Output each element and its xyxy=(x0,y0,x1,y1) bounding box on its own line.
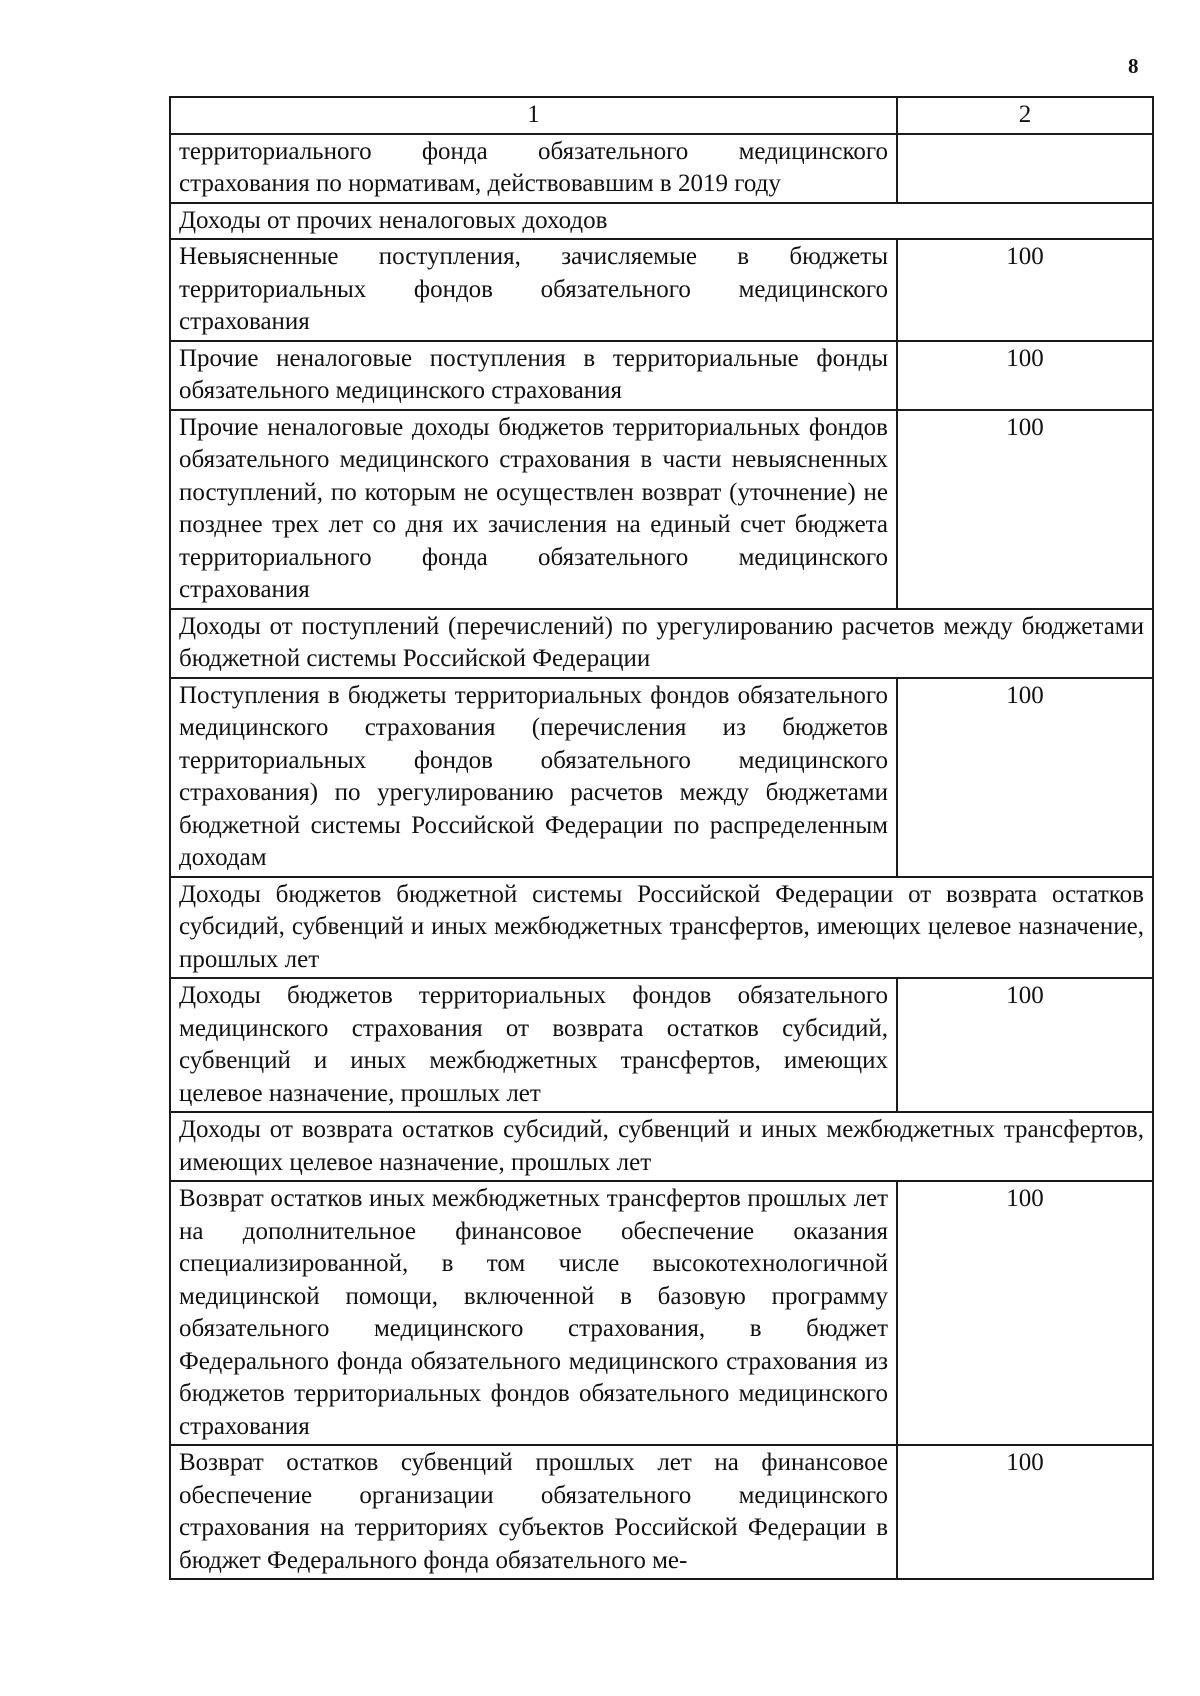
row-value xyxy=(897,134,1153,203)
section-title: Доходы от возврата остатков субсидий, субвенций и иных межбюджетных трансфертов, имеющих целевое назначение, прошлых лет xyxy=(170,1112,1153,1181)
row-text: Возврат остатков иных межбюджетных трансфертов прошлых лет на дополнительное финансовое обеспечение оказания специализированной, в том числе высокотехнологичной медицинской помощи, включенной в базовую программу обязательного медицинского страхования, в бюджет Федерального фонда обязательного медицинского страхования из бюджетов территориальных фондов обязательного медицинского страхования xyxy=(170,1181,897,1445)
row-value: 100 xyxy=(897,1445,1153,1579)
row-value: 100 xyxy=(897,1181,1153,1445)
row-text: Поступления в бюджеты территориальных фондов обязательного медицинского страхования (перечисления из бюджетов территориальных фондов обязательного медицинского страхования) по урегулированию расчетов между бюджетами бюджетной системы Российской Федерации по распределенным доходам xyxy=(170,678,897,877)
row-text: Прочие неналоговые поступления в территориальные фонды обязательного медицинского страхования xyxy=(170,341,897,410)
row-text: Возврат остатков субвенций прошлых лет на финансовое обеспечение организации обязательного медицинского страхования на территориях субъектов Российской Федерации в бюджет Федерального фонда обязательного ме- xyxy=(170,1445,897,1579)
row-value: 100 xyxy=(897,978,1153,1112)
row-text: Доходы бюджетов территориальных фондов обязательного медицинского страхования от возврата остатков субсидий, субвенций и иных межбюджетных трансфертов, имеющих целевое назначение, прошлых лет xyxy=(170,978,897,1112)
section-title: Доходы от поступлений (перечислений) по урегулированию расчетов между бюджетами бюджетной системы Российской Федерации xyxy=(170,609,1153,678)
table-header-row xyxy=(170,97,1153,134)
table-row xyxy=(170,1445,1153,1579)
section-title: Доходы от прочих неналоговых доходов xyxy=(170,203,1153,240)
table-row xyxy=(170,341,1153,410)
row-value: 100 xyxy=(897,341,1153,410)
row-text: территориального фонда обязательного медицинского страхования по нормативам, действовавшим в 2019 году xyxy=(170,134,897,203)
column-header-1: 1 xyxy=(170,97,897,134)
section-title: Доходы бюджетов бюджетной системы Российской Федерации от возврата остатков субсидий, субвенций и иных межбюджетных трансфертов, имеющих целевое назначение, прошлых лет xyxy=(170,877,1153,979)
page-number: 8 xyxy=(1128,54,1139,78)
table-row xyxy=(170,239,1153,341)
table-row xyxy=(170,134,1153,203)
section-row xyxy=(170,203,1153,240)
row-text: Невыясненные поступления, зачисляемые в бюджеты территориальных фондов обязательного медицинского страхования xyxy=(170,239,897,341)
column-header-2: 2 xyxy=(897,97,1153,134)
table-row xyxy=(170,978,1153,1112)
section-row xyxy=(170,877,1153,979)
table-row xyxy=(170,678,1153,877)
income-table xyxy=(169,96,1154,1580)
row-text: Прочие неналоговые доходы бюджетов территориальных фондов обязательного медицинского страхования в части невыясненных поступлений, по которым не осуществлен возврат (уточнение) не позднее трех лет со дня их зачисления на единый счет бюджета территориального фонда обязательного медицинского страхования xyxy=(170,410,897,609)
row-value: 100 xyxy=(897,239,1153,341)
table-row xyxy=(170,1181,1153,1445)
section-row xyxy=(170,1112,1153,1181)
row-value: 100 xyxy=(897,410,1153,609)
section-row xyxy=(170,609,1153,678)
table-row xyxy=(170,410,1153,609)
row-value: 100 xyxy=(897,678,1153,877)
